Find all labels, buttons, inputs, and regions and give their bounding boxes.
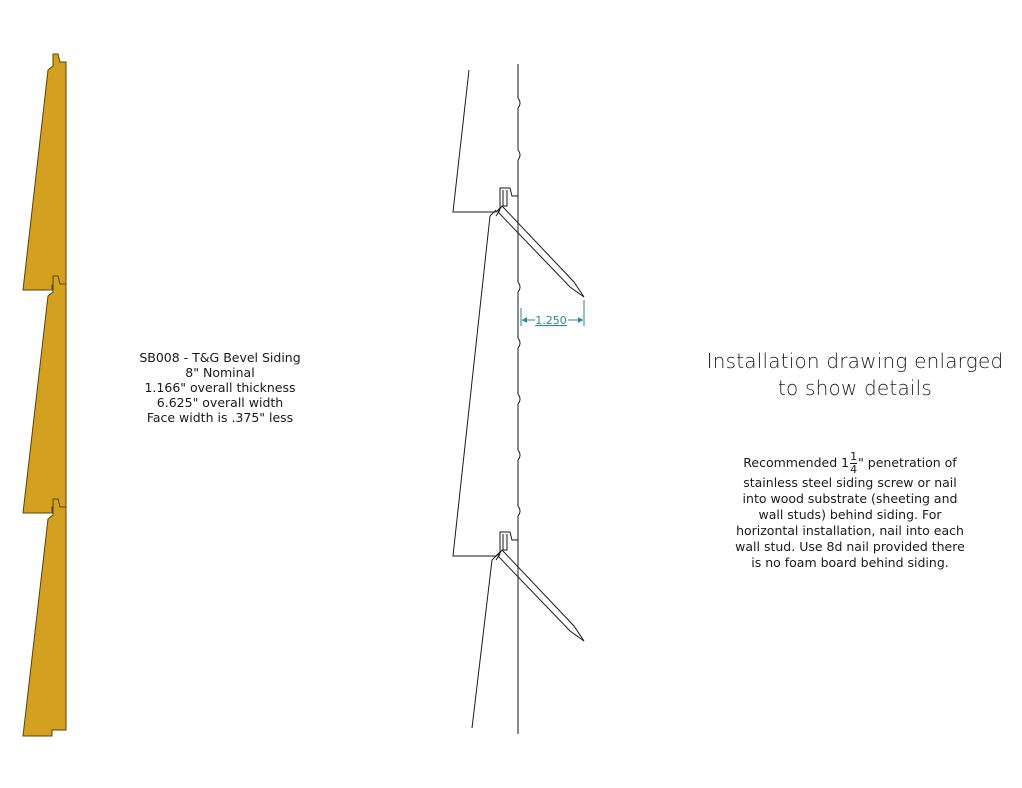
siding-profile-stack [23, 54, 66, 736]
installation-note [722, 452, 978, 571]
siding-board-bottom [23, 499, 66, 736]
middle-board-outline [453, 216, 518, 556]
detail-heading [690, 348, 1020, 402]
dimension-arrow-right [578, 317, 583, 323]
middle-board-tongue [503, 534, 507, 550]
substrate-line [518, 64, 520, 734]
note-line-4: wall studs) behind siding. For [758, 507, 942, 522]
note-line1-suffix: " penetration of [858, 455, 957, 470]
heading-line-2: to show details [777, 376, 933, 400]
fraction-denominator: 4 [850, 463, 858, 476]
spec-thickness: 1.166" overall thickness [144, 380, 296, 395]
note-line-6: wall stud. Use 8d nail provided there [735, 539, 965, 554]
installation-detail [453, 64, 584, 734]
note-line-2: stainless steel siding screw or nail [743, 475, 957, 490]
siding-board-middle [23, 276, 66, 513]
dimension-label: 1.250 [535, 314, 567, 327]
spec-width: 6.625" overall width [156, 395, 284, 410]
dimension-arrow-left [522, 317, 527, 323]
penetration-dimension [521, 300, 584, 327]
note-line1-prefix: Recommended [743, 455, 838, 470]
fraction-numerator: 1 [850, 450, 858, 463]
product-spec [120, 350, 320, 425]
upper-joint [490, 210, 496, 216]
penetration-fraction [850, 452, 857, 475]
lower-nail [498, 550, 584, 641]
note-line-5: horizontal installation, nail into each [736, 523, 964, 538]
lower-board-outline [472, 560, 492, 728]
note-line-7: is no foam board behind siding. [751, 555, 949, 570]
heading-line-1: Installation drawing enlarged [706, 349, 1004, 373]
note-line-3: into wood substrate (sheeting and [742, 491, 958, 506]
upper-nail [498, 206, 584, 297]
upper-board-outline [453, 70, 518, 212]
note-line-1 [722, 452, 978, 475]
siding-board-top [23, 54, 66, 290]
penetration-whole: 1 [841, 455, 850, 470]
spec-face-width: Face width is .375" less [146, 410, 294, 425]
spec-nominal: 8" Nominal [185, 365, 255, 380]
upper-board-tongue [503, 190, 507, 206]
spec-product-name: SB008 - T&G Bevel Siding [139, 350, 301, 365]
